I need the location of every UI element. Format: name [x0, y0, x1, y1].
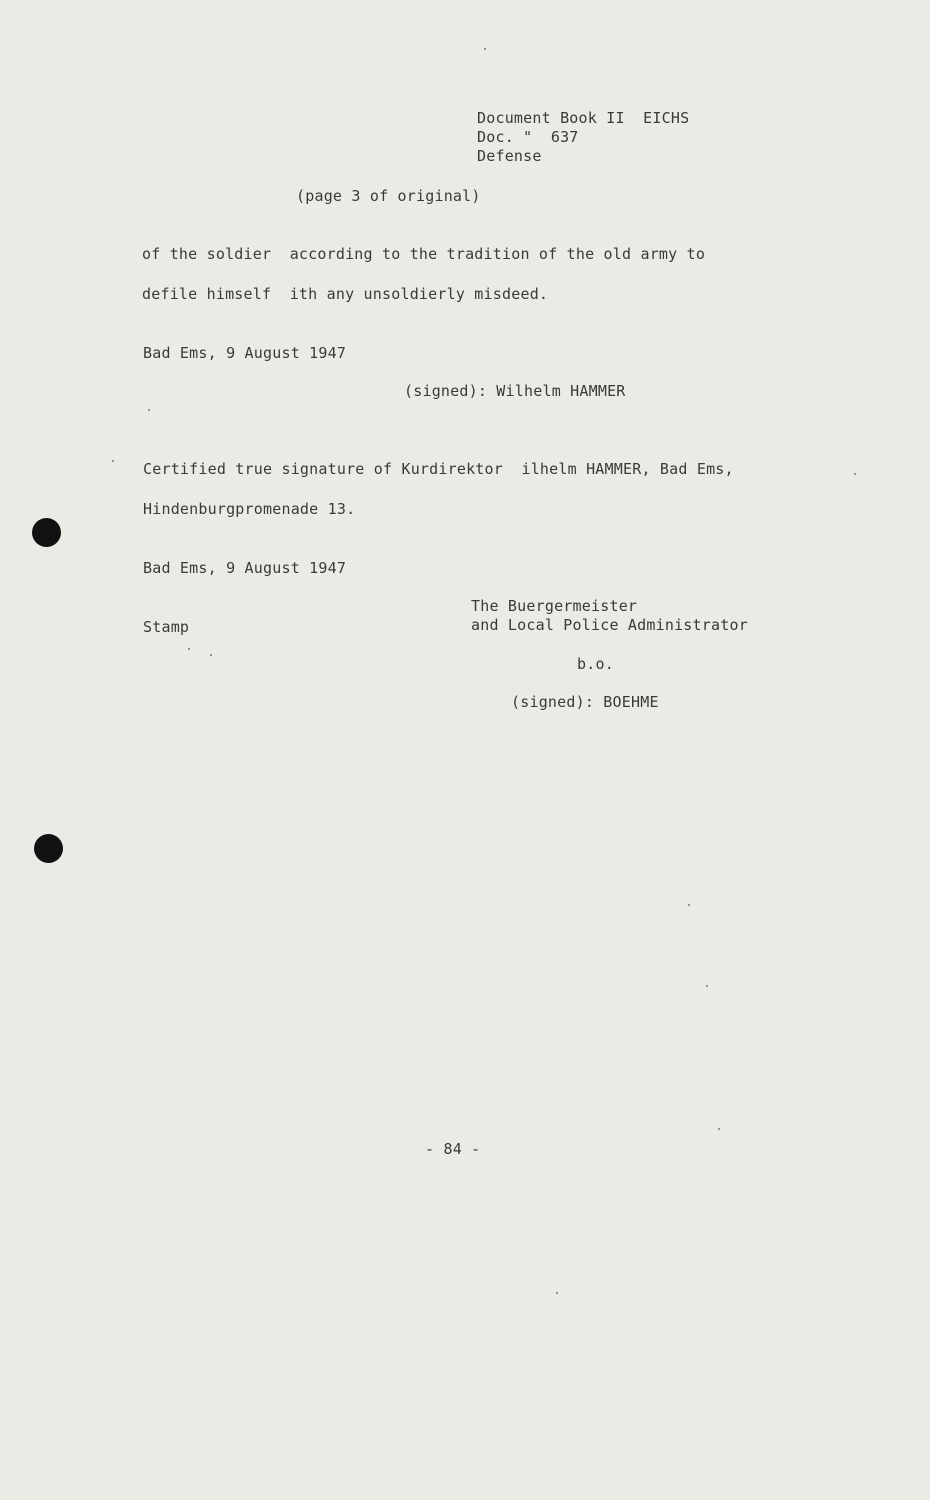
- date-line: Bad Ems, 9 August 1947: [143, 344, 347, 362]
- punch-hole-upper: [32, 518, 61, 547]
- punch-hole-lower: [34, 834, 63, 863]
- page-number: - 84 -: [425, 1140, 481, 1158]
- header-defense: Defense: [477, 147, 542, 165]
- header-document-book: Document Book II EICHS: [477, 109, 690, 127]
- certification-line: Certified true signature of Kurdirektor ilhelm HAMMER, Bad Ems,: [143, 460, 734, 478]
- authority-title: and Local Police Administrator: [471, 616, 748, 634]
- date-line: Bad Ems, 9 August 1947: [143, 559, 347, 577]
- authority-title: The Buergermeister: [471, 597, 638, 615]
- certification-line: Hindenburgpromenade 13.: [143, 500, 356, 518]
- bo-abbreviation: b.o.: [577, 655, 614, 673]
- signature-boehme: (signed): BOEHME: [511, 693, 659, 711]
- header-doc-number: Doc. " 637: [477, 128, 579, 146]
- paragraph-line: defile himself ith any unsoldierly misdeed.: [142, 285, 549, 303]
- signature-hammer: (signed): Wilhelm HAMMER: [404, 382, 626, 400]
- page-reference: (page 3 of original): [296, 187, 481, 205]
- stamp-label: Stamp: [143, 618, 190, 636]
- paragraph-line: of the soldier according to the tradition of the old army to: [142, 245, 706, 263]
